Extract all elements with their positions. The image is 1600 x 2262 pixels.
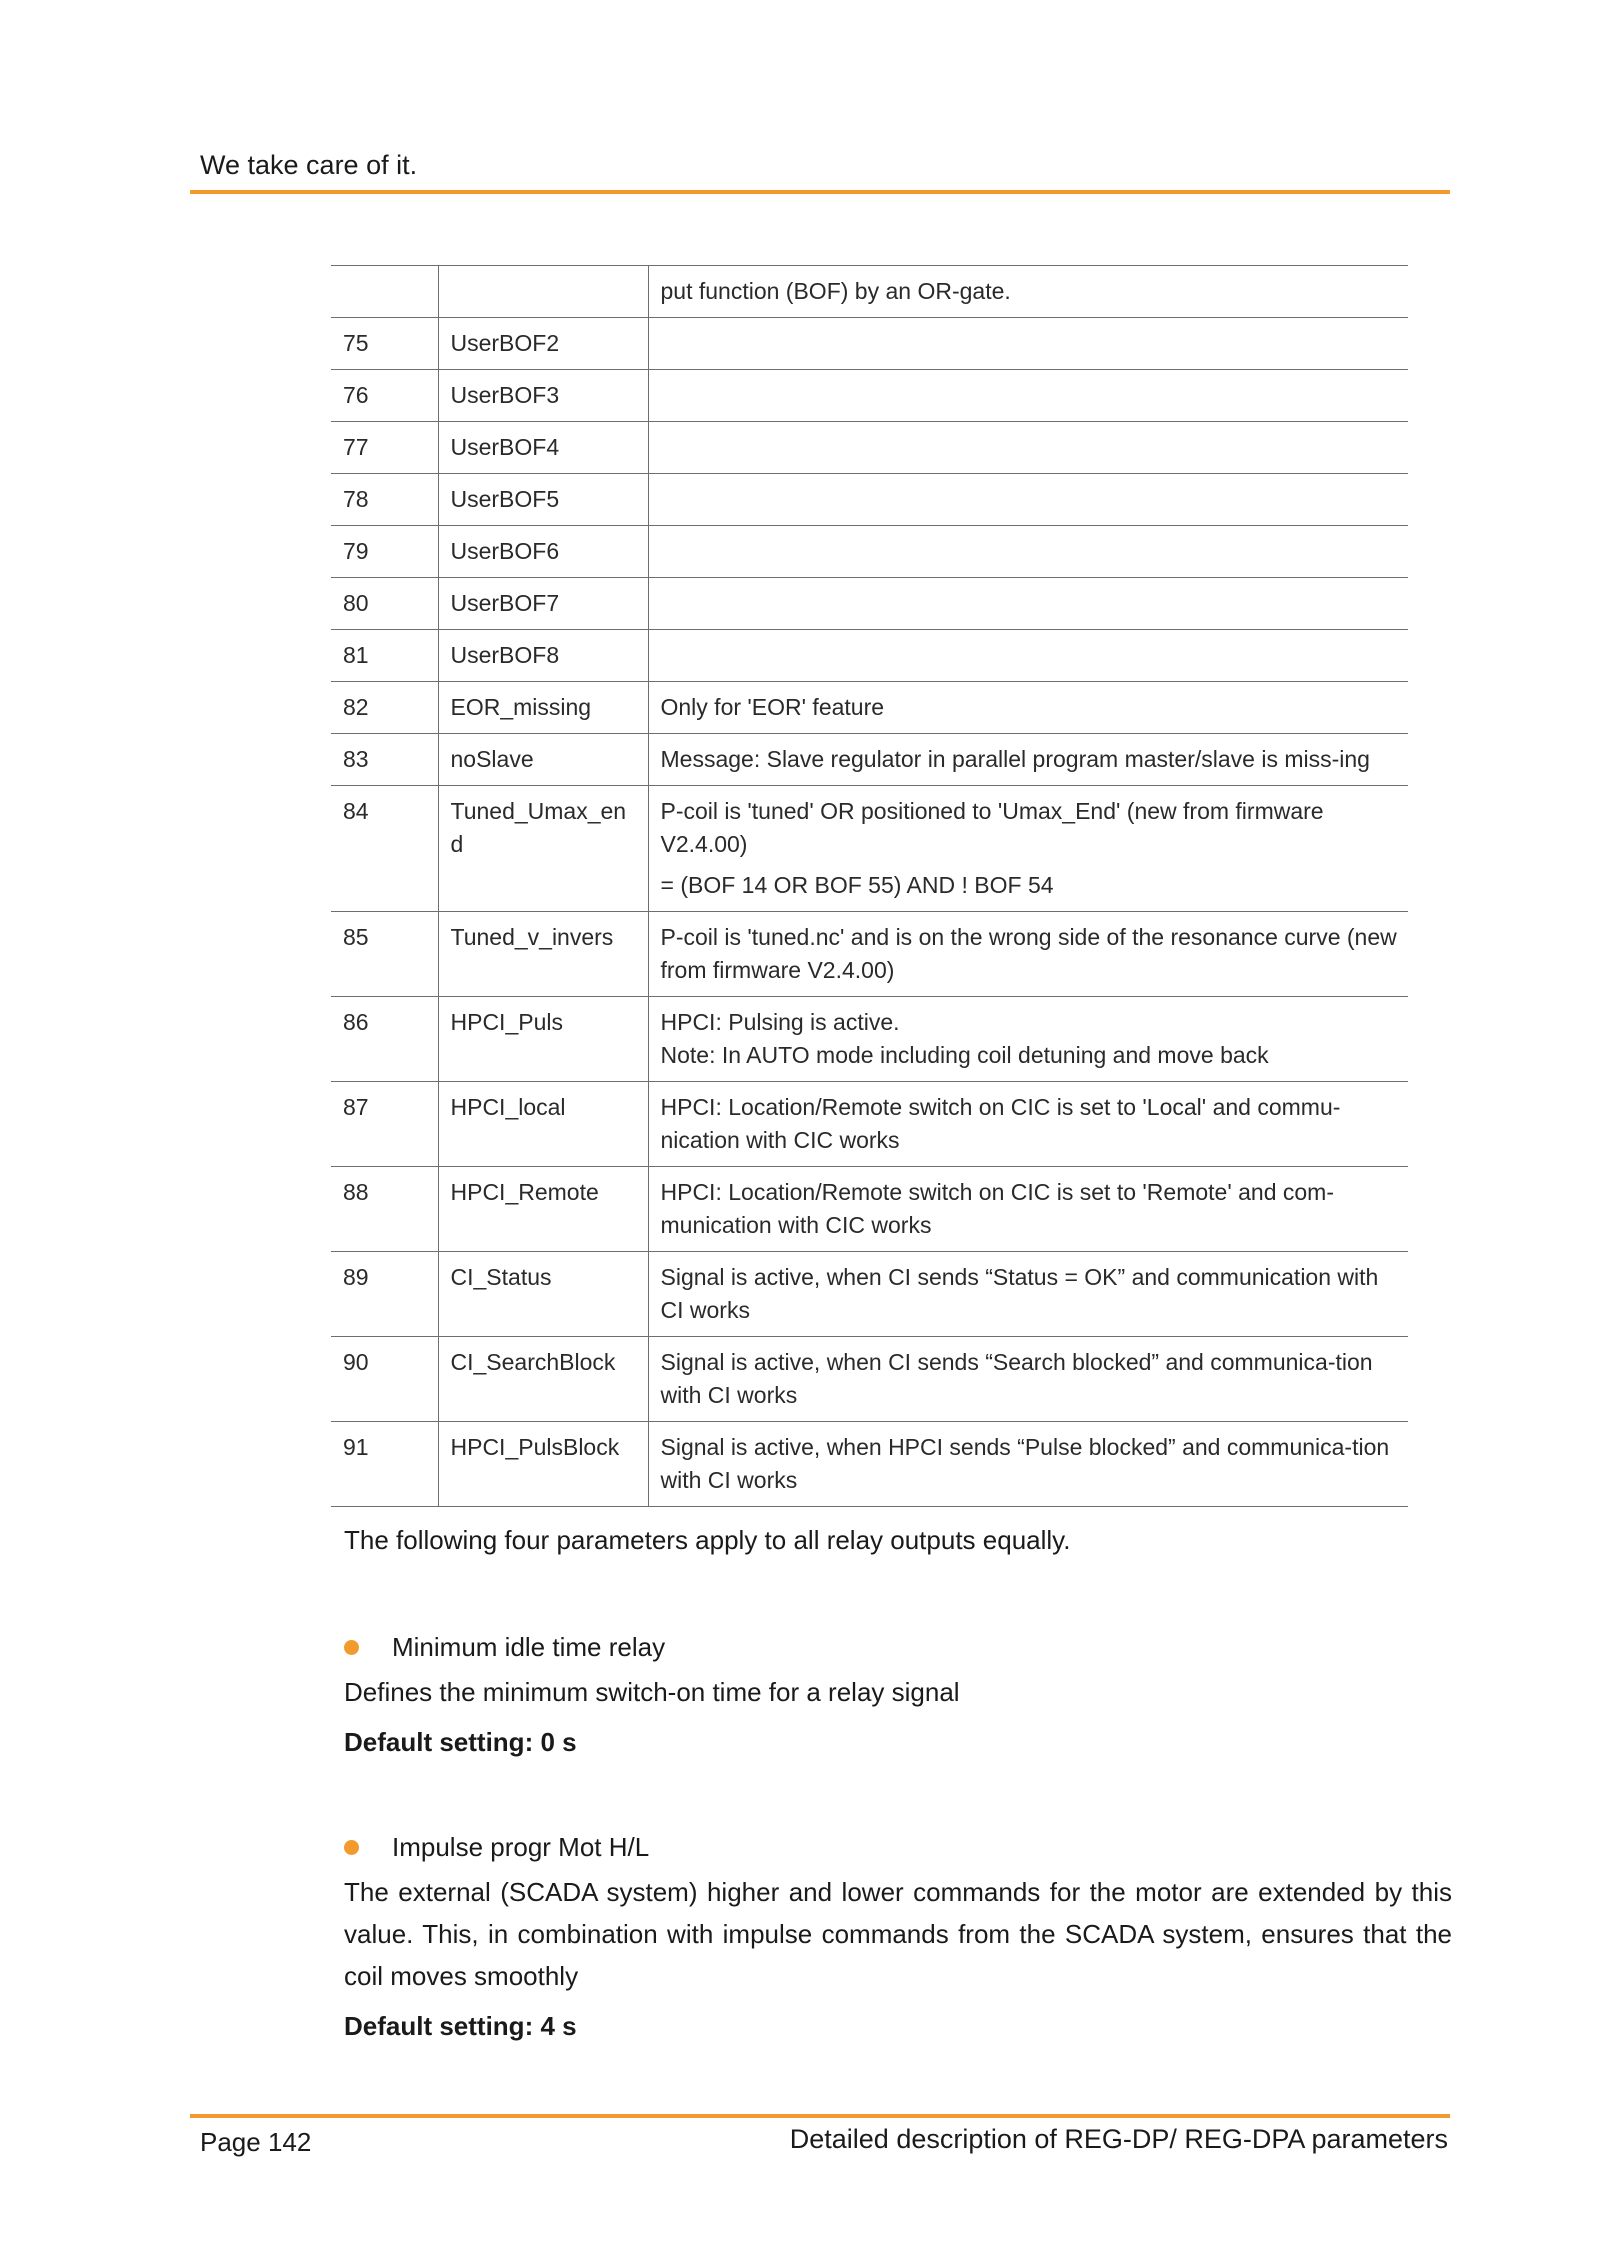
signal-description	[648, 474, 1408, 526]
signal-name: HPCI_local	[438, 1082, 648, 1167]
description-line: Signal is active, when CI sends “Search blocked” and communica-tion with CI works	[660, 1349, 1373, 1408]
row-number: 78	[331, 474, 438, 526]
row-number: 80	[331, 578, 438, 630]
signal-description	[648, 266, 1408, 318]
default-setting: Default setting: 4 s	[344, 2011, 577, 2041]
signal-name: UserBOF7	[438, 578, 648, 630]
bullet-dot-icon	[344, 1640, 359, 1655]
signal-name: Tuned_Umax_end	[438, 786, 648, 912]
row-number: 79	[331, 526, 438, 578]
description-line: Note: In AUTO mode including coil detuning and move back	[660, 1042, 1269, 1068]
table-row	[331, 1252, 1408, 1337]
row-number: 81	[331, 630, 438, 682]
table-row	[331, 912, 1408, 997]
signal-name: noSlave	[438, 734, 648, 786]
section-title: Detailed description of REG-DP/ REG-DPA parameters	[789, 2124, 1448, 2154]
description-line: Only for 'EOR' feature	[660, 694, 885, 720]
table-row	[331, 266, 1408, 318]
description-line: HPCI: Location/Remote switch on CIC is set to 'Local' and commu-nication with CIC works	[660, 1094, 1341, 1153]
signal-description	[648, 682, 1408, 734]
signal-name: HPCI_Remote	[438, 1167, 648, 1252]
description-line: P-coil is 'tuned' OR positioned to 'Umax_End' (new from firmware V2.4.00)	[660, 798, 1324, 857]
row-number: 86	[331, 997, 438, 1082]
table-row	[331, 474, 1408, 526]
table-row	[331, 370, 1408, 422]
description-line: Signal is active, when HPCI sends “Pulse blocked” and communica-tion with CI works	[660, 1434, 1390, 1493]
table-row	[331, 318, 1408, 370]
signal-name: UserBOF8	[438, 630, 648, 682]
table-row	[331, 526, 1408, 578]
signal-name: CI_SearchBlock	[438, 1337, 648, 1422]
signal-description	[648, 734, 1408, 786]
table-row	[331, 1167, 1408, 1252]
table-row	[331, 734, 1408, 786]
signal-description	[648, 912, 1408, 997]
signal-name	[438, 266, 648, 318]
header-rule	[190, 190, 1450, 194]
signal-name: Tuned_v_invers	[438, 912, 648, 997]
row-number: 88	[331, 1167, 438, 1252]
intro-paragraph: The following four parameters apply to all relay outputs equally.	[344, 1525, 1071, 1555]
signal-description	[648, 1337, 1408, 1422]
table-row	[331, 1082, 1408, 1167]
description-formula: = (BOF 14 OR BOF 55) AND ! BOF 54	[660, 872, 1054, 898]
signal-name: CI_Status	[438, 1252, 648, 1337]
item-description: Defines the minimum switch-on time for a relay signal	[344, 1677, 960, 1707]
signal-description	[648, 1422, 1408, 1507]
running-header: We take care of it.	[200, 150, 418, 180]
signal-description	[648, 997, 1408, 1082]
signal-name: UserBOF3	[438, 370, 648, 422]
page-number: Page 142	[200, 2127, 312, 2157]
signal-name: UserBOF5	[438, 474, 648, 526]
table-row	[331, 682, 1408, 734]
footer-rule	[190, 2114, 1450, 2118]
signal-description	[648, 786, 1408, 912]
row-number	[331, 266, 438, 318]
signal-description	[648, 1252, 1408, 1337]
row-number: 90	[331, 1337, 438, 1422]
table-row	[331, 1337, 1408, 1422]
row-number: 82	[331, 682, 438, 734]
row-number: 84	[331, 786, 438, 912]
signal-description	[648, 526, 1408, 578]
signal-name: UserBOF6	[438, 526, 648, 578]
signal-description	[648, 318, 1408, 370]
default-setting: Default setting: 0 s	[344, 1727, 577, 1757]
description-line: HPCI: Pulsing is active.	[660, 1009, 900, 1035]
table-row	[331, 578, 1408, 630]
table-row	[331, 997, 1408, 1082]
signal-name: HPCI_Puls	[438, 997, 648, 1082]
row-number: 87	[331, 1082, 438, 1167]
row-number: 85	[331, 912, 438, 997]
row-number: 83	[331, 734, 438, 786]
signal-description	[648, 422, 1408, 474]
bullet-title: Impulse progr Mot H/L	[392, 1832, 650, 1862]
signal-name: HPCI_PulsBlock	[438, 1422, 648, 1507]
description-line: Message: Slave regulator in parallel program master/slave is miss-ing	[660, 746, 1370, 772]
signal-description	[648, 578, 1408, 630]
description-line: Signal is active, when CI sends “Status = OK” and communication with CI works	[660, 1264, 1379, 1323]
signal-description	[648, 630, 1408, 682]
row-number: 77	[331, 422, 438, 474]
signal-description	[648, 370, 1408, 422]
item-description: The external (SCADA system) higher and lower commands for the motor are extended by this value. This, in combination with impulse commands from the SCADA system, ensures that the coil moves smoothly	[344, 1877, 1452, 1991]
signal-name: UserBOF4	[438, 422, 648, 474]
table-row	[331, 630, 1408, 682]
table-row	[331, 786, 1408, 912]
bullet-dot-icon	[344, 1840, 359, 1855]
row-number: 76	[331, 370, 438, 422]
signal-name: EOR_missing	[438, 682, 648, 734]
description-line: put function (BOF) by an OR-gate.	[660, 278, 1011, 304]
description-line: HPCI: Location/Remote switch on CIC is set to 'Remote' and com-munication with CIC works	[660, 1179, 1334, 1238]
row-number: 91	[331, 1422, 438, 1507]
signal-name: UserBOF2	[438, 318, 648, 370]
parameter-table	[331, 265, 1408, 1507]
bullet-item	[344, 1632, 665, 1663]
row-number: 89	[331, 1252, 438, 1337]
bullet-item	[344, 1832, 649, 1863]
row-number: 75	[331, 318, 438, 370]
signal-description	[648, 1167, 1408, 1252]
signal-description	[648, 1082, 1408, 1167]
table-row	[331, 1422, 1408, 1507]
table-row	[331, 422, 1408, 474]
description-line: P-coil is 'tuned.nc' and is on the wrong side of the resonance curve (new from firmware V2.4.00)	[660, 924, 1397, 983]
bullet-title: Minimum idle time relay	[392, 1632, 666, 1662]
